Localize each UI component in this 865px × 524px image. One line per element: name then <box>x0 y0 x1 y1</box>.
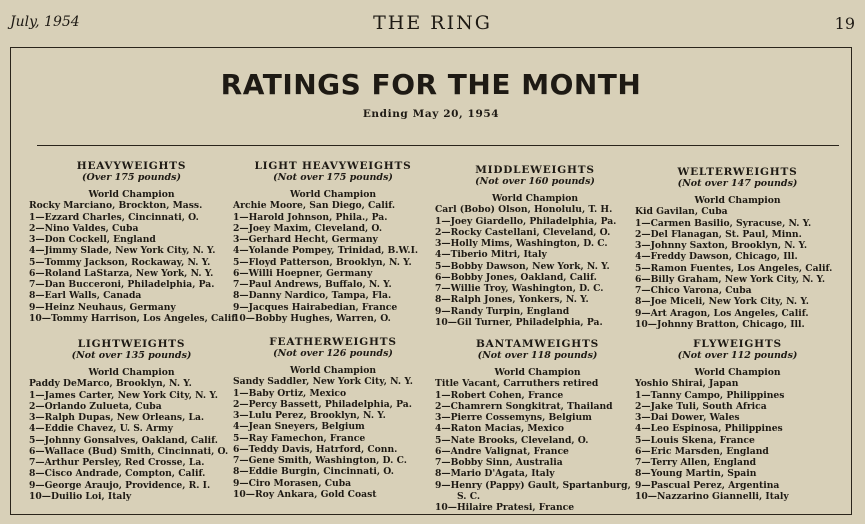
ranked-boxer: 10—Duilio Loi, Italy <box>29 490 132 502</box>
ranked-boxer: 9—Pascual Perez, Argentina <box>635 479 780 491</box>
ranked-boxer: 9—Art Aragon, Los Angeles, Calif. <box>635 307 809 319</box>
division-welterweights <box>635 166 840 330</box>
ratings-box <box>10 47 852 515</box>
division-name: HEAVYWEIGHTS <box>76 160 187 172</box>
ranked-boxer: 8—Mario D'Agata, Italy <box>435 468 555 480</box>
ranked-boxer: 2—Nino Valdes, Cuba <box>29 222 139 234</box>
ranked-boxer: 10—Gil Turner, Philadelphia, Pa. <box>435 316 603 328</box>
champion-name: Sandy Saddler, New York City, N. Y. <box>233 376 413 388</box>
ranked-boxer: 4—Leo Espinosa, Philippines <box>635 423 783 435</box>
ranked-boxer: 10—Roy Ankara, Gold Coast <box>233 488 377 500</box>
ranked-boxer: 8—Eddie Burgin, Cincinnati, O. <box>233 466 394 478</box>
ranked-boxer: 2—Joey Maxim, Cleveland, O. <box>233 222 383 234</box>
ranked-boxer: 9—Ciro Morasen, Cuba <box>233 477 352 489</box>
ranked-boxer: 7—Paul Andrews, Buffalo, N. Y. <box>233 279 392 290</box>
ranked-boxer: 4—Tiberio Mitri, Italy <box>435 249 547 261</box>
magazine-name: THE RING <box>373 12 492 34</box>
champion-name: Kid Gavilan, Cuba <box>635 206 728 218</box>
champion-name: Archie Moore, San Diego, Calif. <box>233 200 396 212</box>
division-bantamweights <box>435 338 640 513</box>
ranked-boxer: 2—Percy Bassett, Philadelphia, Pa. <box>233 398 412 410</box>
division-name: FEATHERWEIGHTS <box>269 336 397 348</box>
ranked-boxer: 5—Tommy Jackson, Rockaway, N. Y. <box>29 256 211 268</box>
ranked-boxer: 6—Billy Graham, New York City, N. Y. <box>635 273 826 285</box>
ranked-boxer: 8—Earl Walls, Canada <box>29 290 142 302</box>
ranked-boxer: 5—Johnny Gonsalves, Oakland, Calif. <box>29 434 218 446</box>
champion-label: World Champion <box>289 365 377 376</box>
ranked-boxer: 6—Roland LaStarza, New York, N. Y. <box>29 267 214 279</box>
ranked-boxer: 7—Terry Allen, England <box>635 457 757 468</box>
division-name: LIGHTWEIGHTS <box>77 338 186 350</box>
champion-name: Yoshio Shirai, Japan <box>635 378 739 390</box>
ranked-boxer: 2—Chamrern Songkitrat, Thailand <box>435 400 613 412</box>
champion-label: World Champion <box>289 189 377 200</box>
ranked-boxer: 3—Lulu Perez, Brooklyn, N. Y. <box>233 410 386 421</box>
ranked-boxer: 8—Cisco Andrade, Compton, Calif. <box>29 468 206 480</box>
ranked-boxer: 5—Ray Famechon, France <box>233 432 366 444</box>
ranked-boxer: 1—James Carter, New York City, N. Y. <box>29 389 218 401</box>
division-name: BANTAMWEIGHTS <box>475 338 600 350</box>
division-limit: (Not over 175 pounds) <box>273 172 393 183</box>
champion-label: World Champion <box>694 367 781 378</box>
division-limit: (Not over 147 pounds) <box>677 178 798 189</box>
division-limit: (Not over 126 pounds) <box>273 348 393 359</box>
page-header <box>10 8 855 38</box>
ranked-boxer: 3—Johnny Saxton, Brooklyn, N. Y. <box>635 240 808 251</box>
division-middleweights <box>435 164 635 328</box>
champion-name: Title Vacant, Carruthers retired <box>435 378 599 390</box>
division-light-heavyweights <box>233 160 433 324</box>
ranked-boxer: 6—Willi Hoepner, Germany <box>233 267 373 279</box>
ranked-boxer: 1—Robert Cohen, France <box>435 389 564 401</box>
ranked-boxer: 9—Henry (Pappy) Gault, Spartanburg, <box>435 479 631 491</box>
ranked-boxer: 4—Jean Sneyers, Belgium <box>233 421 365 433</box>
ranked-boxer: 5—Louis Skena, France <box>635 434 755 446</box>
ranked-boxer-continuation: S. C. <box>457 490 481 502</box>
ranked-boxer: 9—George Araujo, Providence, R. I. <box>29 479 211 491</box>
division-name: WELTERWEIGHTS <box>677 166 798 178</box>
champion-name: Rocky Marciano, Brockton, Mass. <box>29 200 203 212</box>
ranked-boxer: 3—Holly Mims, Washington, D. C. <box>435 238 608 249</box>
ranked-boxer: 7—Chico Varona, Cuba <box>635 285 752 296</box>
division-name: FLYWEIGHTS <box>693 338 782 350</box>
champion-label: World Champion <box>694 195 781 206</box>
ranked-boxer: 8—Joe Miceli, New York City, N. Y. <box>635 296 809 308</box>
page-title: RATINGS FOR THE MONTH <box>220 68 642 101</box>
division-limit: (Over 175 pounds) <box>81 172 182 183</box>
ranked-boxer: 6—Wallace (Bud) Smith, Cincinnati, O. <box>29 445 229 457</box>
champion-label: World Champion <box>494 367 581 378</box>
ranked-boxer: 8—Young Martin, Spain <box>635 468 757 480</box>
division-limit: (Not over 160 pounds) <box>475 176 595 187</box>
ranked-boxer: 1—Joey Giardello, Philadelphia, Pa. <box>435 215 617 227</box>
ranked-boxer: 7—Willie Troy, Washington, D. C. <box>435 283 604 294</box>
champion-name: Paddy DeMarco, Brooklyn, N. Y. <box>29 378 192 390</box>
ranked-boxer: 3—Pierre Cossemyns, Belgium <box>435 412 592 423</box>
ranked-boxer: 5—Floyd Patterson, Brooklyn, N. Y. <box>233 256 412 268</box>
page-subtitle: Ending May 20, 1954 <box>362 108 500 120</box>
ranked-boxer: 2—Rocky Castellani, Cleveland, O. <box>435 226 611 238</box>
ranked-boxer: 4—Jimmy Slade, New York City, N. Y. <box>29 245 216 257</box>
ranked-boxer: 9—Randy Turpin, England <box>435 305 570 317</box>
division-featherweights <box>233 336 433 500</box>
ranked-boxer: 5—Ramon Fuentes, Los Angeles, Calif. <box>635 262 833 274</box>
ranked-boxer: 10—Tommy Harrison, Los Angeles, Calif. <box>29 312 239 324</box>
page-number: 19 <box>834 14 855 33</box>
ranked-boxer: 3—Don Cockell, England <box>29 234 156 245</box>
champion-label: World Champion <box>88 367 175 378</box>
ranked-boxer: 8—Ralph Jones, Yonkers, N. Y. <box>435 294 589 306</box>
ranked-boxer: 7—Gene Smith, Washington, D. C. <box>233 455 407 466</box>
ranked-boxer: 2—Jake Tuli, South Africa <box>635 400 767 412</box>
ranked-boxer: 2—Del Flanagan, St. Paul, Minn. <box>635 228 802 240</box>
ranked-boxer: 1—Ezzard Charles, Cincinnati, O. <box>29 211 199 223</box>
ranked-boxer: 10—Hilaire Pratesi, France <box>435 502 575 513</box>
ranked-boxer: 3—Ralph Dupas, New Orleans, La. <box>29 412 205 423</box>
ranked-boxer: 3—Gerhard Hecht, Germany <box>233 234 378 245</box>
division-limit: (Not over 118 pounds) <box>477 350 598 361</box>
champion-label: World Champion <box>88 189 175 200</box>
division-name: LIGHT HEAVYWEIGHTS <box>254 160 412 172</box>
ranked-boxer: 10—Johnny Bratton, Chicago, Ill. <box>635 318 805 330</box>
ranked-boxer: 6—Bobby Jones, Oakland, Calif. <box>435 271 597 283</box>
division-heavyweights <box>29 160 239 324</box>
division-name: MIDDLEWEIGHTS <box>475 164 595 176</box>
ranked-boxer: 6—Teddy Davis, Hatrford, Conn. <box>233 443 398 455</box>
ranked-boxer: 4—Raton Macias, Mexico <box>435 423 565 435</box>
ranked-boxer: 1—Baby Ortiz, Mexico <box>233 387 347 399</box>
ranked-boxer: 1—Harold Johnson, Phila., Pa. <box>233 211 388 223</box>
ranked-boxer: 9—Heinz Neuhaus, Germany <box>29 301 176 313</box>
ranked-boxer: 4—Yolande Pompey, Trinidad, B.W.I. <box>233 245 419 257</box>
ranked-boxer: 10—Nazzarino Giannelli, Italy <box>635 490 789 502</box>
ranked-boxer: 10—Bobby Hughes, Warren, O. <box>233 312 391 324</box>
ranked-boxer: 5—Nate Brooks, Cleveland, O. <box>435 434 589 446</box>
ranked-boxer: 7—Bobby Sinn, Australia <box>435 457 563 468</box>
division-limit: (Not over 135 pounds) <box>71 350 192 361</box>
ranked-boxer: 4—Freddy Dawson, Chicago, Ill. <box>635 251 798 263</box>
ranked-boxer: 8—Danny Nardico, Tampa, Fla. <box>233 290 392 302</box>
ranked-boxer: 6—Eric Marsden, England <box>635 445 769 457</box>
ranked-boxer: 2—Orlando Zulueta, Cuba <box>29 400 162 412</box>
divider-rule <box>37 145 839 146</box>
issue-date: July, 1954 <box>10 14 80 30</box>
ranked-boxer: 1—Tanny Campo, Philippines <box>635 389 785 401</box>
ranked-boxer: 9—Jacques Hairabedian, France <box>233 301 398 313</box>
ranked-boxer: 7—Arthur Persley, Red Crosse, La. <box>29 457 205 468</box>
ranked-boxer: 4—Eddie Chavez, U. S. Army <box>29 423 174 435</box>
ranked-boxer: 7—Dan Bucceroni, Philadelphia, Pa. <box>29 279 215 290</box>
division-limit: (Not over 112 pounds) <box>677 350 798 361</box>
champion-label: World Champion <box>491 193 579 204</box>
division-flyweights <box>635 338 840 502</box>
ranked-boxer: 6—Andre Valignat, France <box>435 445 569 457</box>
ranked-boxer: 3—Dai Dower, Wales <box>635 412 740 423</box>
ranked-boxer: 1—Carmen Basilio, Syracuse, N. Y. <box>635 217 812 229</box>
ranked-boxer: 5—Bobby Dawson, New York, N. Y. <box>435 260 610 272</box>
champion-name: Carl (Bobo) Olson, Honolulu, T. H. <box>435 204 613 216</box>
division-lightweights <box>29 338 234 502</box>
